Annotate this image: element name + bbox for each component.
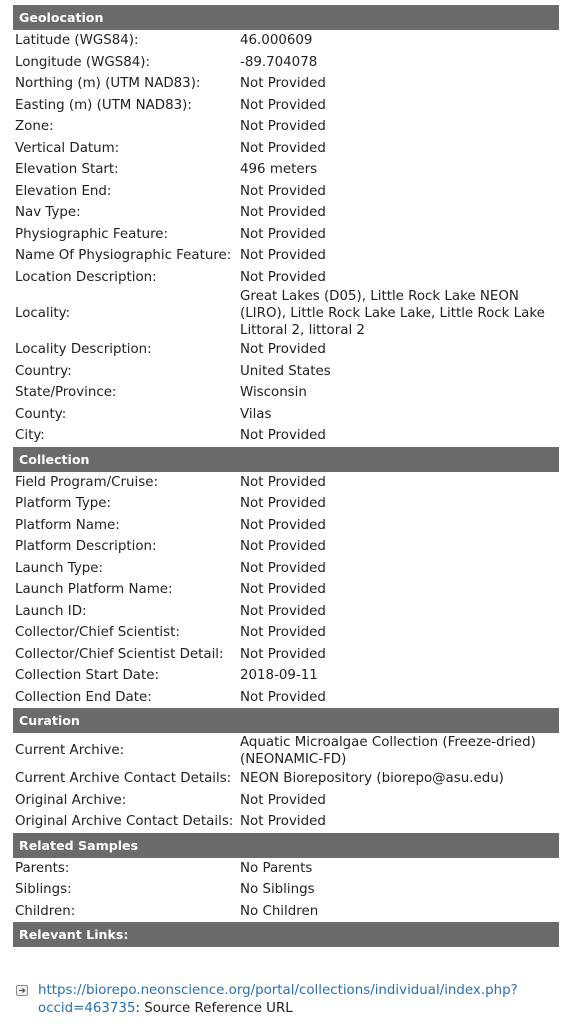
field-value: No Parents (240, 860, 313, 876)
table-row (13, 858, 559, 880)
table-row (13, 382, 559, 404)
field-label: Latitude (WGS84): (15, 33, 139, 49)
field-label: Physiographic Feature: (15, 226, 169, 242)
field-label: Platform Name: (15, 517, 120, 533)
field-value: 46.000609 (240, 33, 313, 49)
table-row (13, 601, 559, 623)
section-header-curation: Curation (13, 708, 559, 733)
field-value: Not Provided (240, 97, 326, 113)
field-label: Original Archive Contact Details: (15, 814, 234, 830)
section-header-related-samples: Related Samples (13, 833, 559, 858)
table-row (13, 288, 559, 339)
field-label: Zone: (15, 119, 54, 135)
table-row (13, 879, 559, 901)
field-value: Not Provided (240, 76, 326, 92)
table-row (13, 224, 559, 246)
table-row (13, 361, 559, 383)
field-label: Platform Type: (15, 496, 111, 512)
table-row (13, 579, 559, 601)
section-header-collection: Collection (13, 447, 559, 472)
table-row (13, 267, 559, 289)
field-label: Elevation End: (15, 183, 112, 199)
field-value: Not Provided (240, 140, 326, 156)
field-label: Collection End Date: (15, 689, 152, 705)
table-row (13, 515, 559, 537)
field-label: Siblings: (15, 882, 72, 898)
field-label: Field Program/Cruise: (15, 474, 158, 490)
field-value: 2018-09-11 (240, 668, 318, 684)
table-row (13, 339, 559, 361)
field-value: Not Provided (240, 689, 326, 705)
field-value: Aquatic Microalgae Collection (Freeze-dried) (NEONAMIC-FD) (240, 734, 536, 767)
field-label: Longitude (WGS84): (15, 54, 150, 70)
field-label: Locality Description: (15, 342, 152, 358)
field-value: Not Provided (240, 814, 326, 830)
field-value: Not Provided (240, 248, 326, 264)
field-label: Elevation Start: (15, 162, 119, 178)
source-reference-link[interactable]: https://biorepo.neonscience.org/portal/collections/individual/index.php?occid=463735 (38, 983, 518, 1016)
field-value: Not Provided (240, 474, 326, 490)
field-value: Not Provided (240, 183, 326, 199)
field-value: Not Provided (240, 560, 326, 576)
table-row (13, 558, 559, 580)
table-row (13, 95, 559, 117)
field-value: NEON Biorepository (biorepo@asu.edu) (240, 771, 504, 787)
field-value: Not Provided (240, 625, 326, 641)
field-value: Not Provided (240, 539, 326, 555)
field-label: Collection Start Date: (15, 668, 159, 684)
collection-table (13, 472, 559, 709)
related-samples-table (13, 858, 559, 923)
field-label: Country: (15, 363, 72, 379)
field-label: State/Province: (15, 385, 117, 401)
table-row (13, 901, 559, 923)
table-row (13, 622, 559, 644)
field-label: Locality: (15, 306, 71, 321)
field-value: Not Provided (240, 646, 326, 662)
section-header-relevant-links: Relevant Links: (13, 922, 559, 947)
table-row (13, 404, 559, 426)
table-row (13, 52, 559, 74)
field-label: County: (15, 406, 67, 422)
field-value: Not Provided (240, 119, 326, 135)
table-row (13, 790, 559, 812)
table-row (13, 811, 559, 833)
field-value: Not Provided (240, 269, 326, 285)
field-value: United States (240, 363, 331, 379)
field-label: Collector/Chief Scientist: (15, 625, 180, 641)
field-value: Not Provided (240, 428, 326, 444)
field-value: No Siblings (240, 882, 315, 898)
field-label: City: (15, 428, 45, 444)
field-label: Current Archive Contact Details: (15, 771, 232, 787)
sample-record-details (13, 5, 559, 947)
table-row (13, 644, 559, 666)
field-value: Wisconsin (240, 385, 307, 401)
field-value: Not Provided (240, 792, 326, 808)
table-row (13, 733, 559, 768)
field-value: Not Provided (240, 205, 326, 221)
field-label: Vertical Datum: (15, 140, 120, 156)
field-value: Not Provided (240, 342, 326, 358)
field-value: Not Provided (240, 226, 326, 242)
field-value: No Children (240, 903, 319, 919)
field-label: Northing (m) (UTM NAD83): (15, 76, 201, 92)
field-value: Not Provided (240, 496, 326, 512)
field-label: Name Of Physiographic Feature: (15, 248, 232, 264)
field-label: Current Archive: (15, 743, 125, 758)
external-link-icon (16, 985, 28, 996)
table-row (13, 30, 559, 52)
table-row (13, 138, 559, 160)
field-value: -89.704078 (240, 54, 318, 70)
field-label: Original Archive: (15, 792, 127, 808)
field-label: Launch ID: (15, 603, 87, 619)
link-description: : Source Reference URL (135, 1000, 293, 1016)
field-value: 496 meters (240, 162, 318, 178)
table-row (13, 665, 559, 687)
relevant-link-item (16, 982, 556, 1017)
field-value: Not Provided (240, 582, 326, 598)
table-row (13, 202, 559, 224)
field-label: Launch Platform Name: (15, 582, 173, 598)
field-label: Easting (m) (UTM NAD83): (15, 97, 192, 113)
link-text (38, 982, 556, 1017)
field-label: Parents: (15, 860, 70, 876)
section-header-geolocation: Geolocation (13, 5, 559, 30)
table-row (13, 73, 559, 95)
table-row (13, 181, 559, 203)
curation-table (13, 733, 559, 833)
geolocation-table (13, 30, 559, 447)
field-label: Platform Description: (15, 539, 157, 555)
field-label: Children: (15, 903, 76, 919)
field-value: Not Provided (240, 517, 326, 533)
field-label: Launch Type: (15, 560, 104, 576)
field-value: Great Lakes (D05), Little Rock Lake NEON (LIRO), Little Rock Lake Lake, Little Rock Lake Littoral 2, littoral 2 (240, 289, 545, 338)
table-row (13, 425, 559, 447)
table-row (13, 116, 559, 138)
table-row (13, 493, 559, 515)
field-value: Not Provided (240, 603, 326, 619)
field-value: Vilas (240, 406, 272, 422)
table-row (13, 687, 559, 709)
table-row (13, 768, 559, 790)
table-row (13, 159, 559, 181)
table-row (13, 245, 559, 267)
field-label: Nav Type: (15, 205, 81, 221)
table-row (13, 472, 559, 494)
table-row (13, 536, 559, 558)
field-label: Collector/Chief Scientist Detail: (15, 646, 224, 662)
field-label: Location Description: (15, 269, 157, 285)
